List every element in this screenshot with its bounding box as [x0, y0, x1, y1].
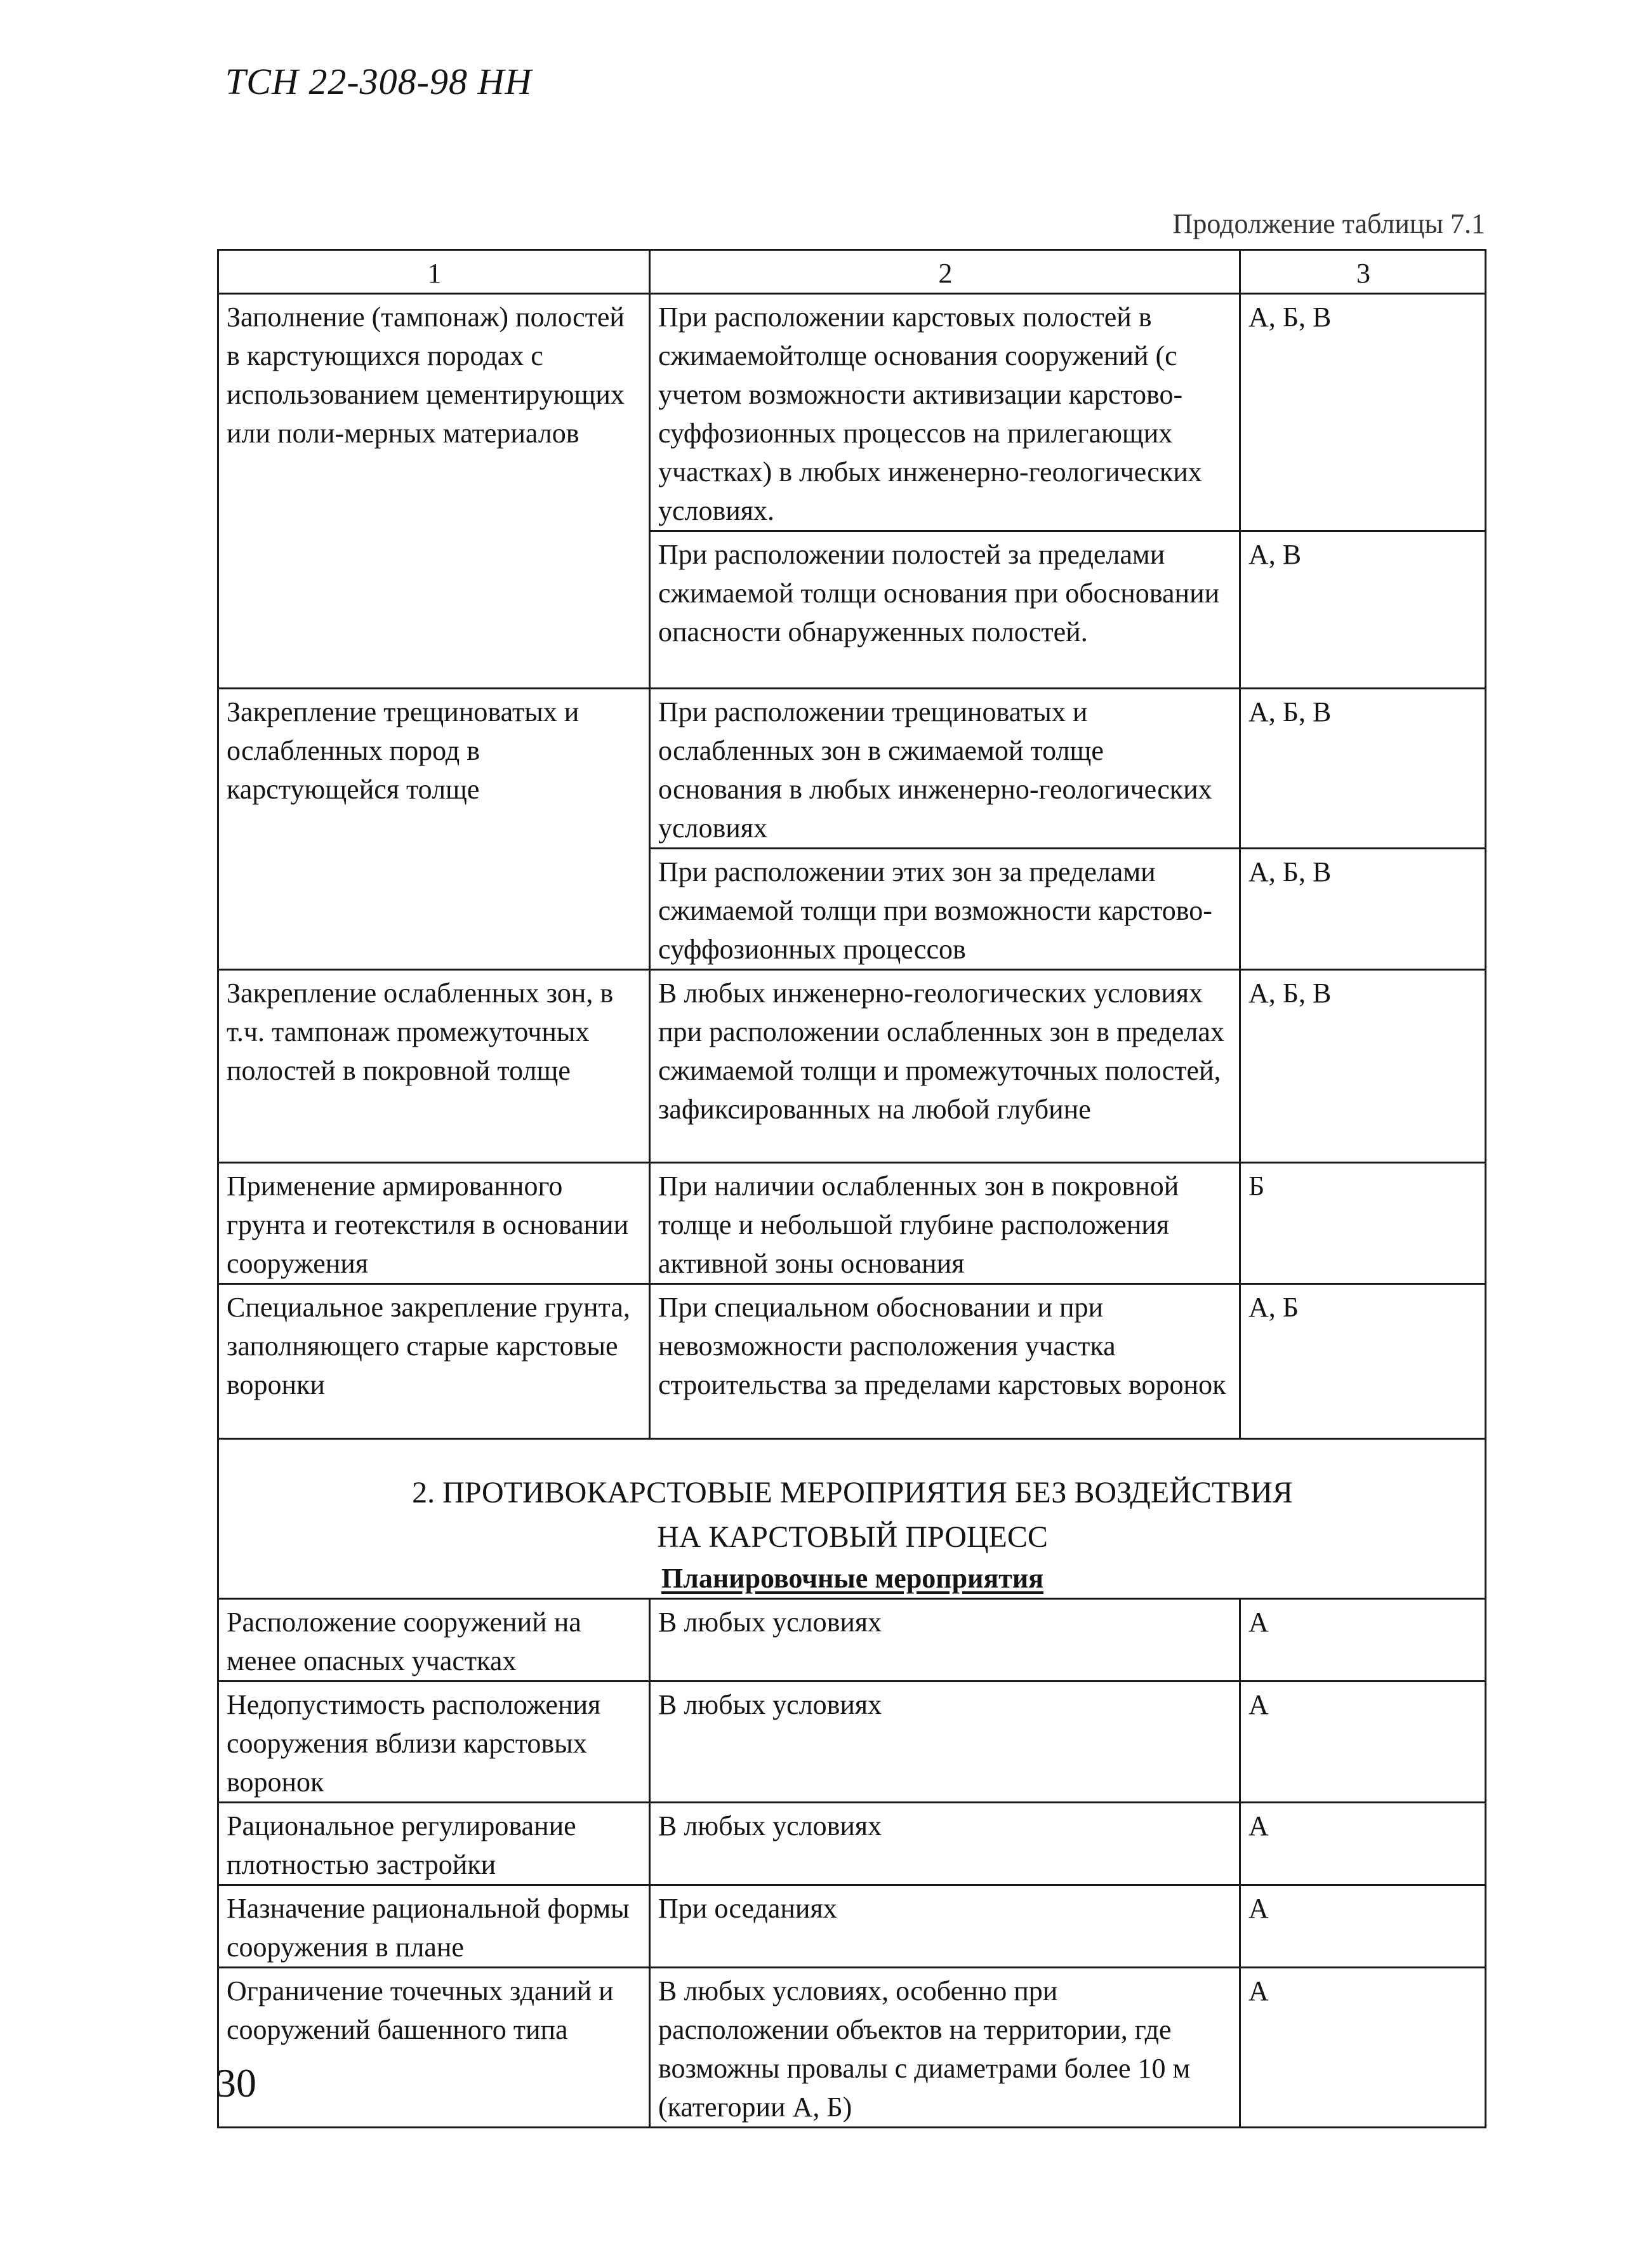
measure-cell: Рациональное регулирование плотностью застройки	[218, 1803, 650, 1885]
table-row	[218, 689, 1486, 849]
condition-cell: При наличии ослабленных зон в покровной толще и небольшой глубине расположения активной зоны основания	[650, 1163, 1240, 1284]
condition-cell: В любых условиях	[650, 1599, 1240, 1681]
table-row	[218, 1163, 1486, 1284]
measure-cell: Заполнение (тампонаж) полостей в карстующихся породах с использованием цементирующих или поли-мерных материалов	[218, 294, 650, 689]
category-cell: А	[1240, 1803, 1486, 1885]
column-number-row	[218, 250, 1486, 294]
category-cell: А, Б	[1240, 1284, 1486, 1439]
measure-cell: Применение армированного грунта и геотекстиля в основании сооружения	[218, 1163, 650, 1284]
column-number-2: 2	[650, 250, 1240, 294]
category-cell: А	[1240, 1968, 1486, 2128]
condition-cell: При специальном обосновании и при невозможности расположения участка строительства за пределами карстовых воронок	[650, 1284, 1240, 1439]
table-row	[218, 1968, 1486, 2128]
section-title	[227, 1443, 1478, 1560]
measure-cell: Закрепление ослабленных зон, в т.ч. тампонаж промежуточных полостей в покровной толще	[218, 970, 650, 1163]
document-code: ТСН 22-308-98 НН	[225, 61, 533, 102]
category-cell: А, Б, В	[1240, 970, 1486, 1163]
measure-cell: Специальное закрепление грунта, заполняющего старые карстовые воронки	[218, 1284, 650, 1439]
page-number: 30	[216, 2060, 256, 2106]
section-heading-row	[218, 1439, 1486, 1599]
section-title-line-1: 2. ПРОТИВОКАРСТОВЫЕ МЕРОПРИЯТИЯ БЕЗ ВОЗДЕЙСТВИЯ	[412, 1476, 1293, 1509]
condition-cell: При расположении трещиноватых и ослабленных зон в сжимаемой толще основания в любых инженерно-геологических условиях	[650, 689, 1240, 849]
condition-cell: При расположении этих зон за пределами сжимаемой толщи при возможности карстово-суффозионных процессов	[650, 849, 1240, 970]
category-cell: А	[1240, 1681, 1486, 1803]
condition-cell: В любых инженерно-геологических условиях при расположении ослабленных зон в пределах сжимаемой толщи и промежуточных полостей, зафиксированных на любой глубине	[650, 970, 1240, 1163]
column-number-3: 3	[1240, 250, 1486, 294]
measure-cell: Назначение рациональной формы сооружения в плане	[218, 1885, 650, 1968]
measure-cell: Ограничение точечных зданий и сооружений башенного типа	[218, 1968, 650, 2128]
table-row	[218, 1599, 1486, 1681]
section-title-line-2: НА КАРСТОВЫЙ ПРОЦЕСС	[657, 1520, 1048, 1554]
measures-table	[217, 249, 1486, 2128]
condition-cell: В любых условиях	[650, 1681, 1240, 1803]
table-continuation-label: Продолжение таблицы 7.1	[1172, 208, 1485, 239]
table-row	[218, 1803, 1486, 1885]
condition-cell: При оседаниях	[650, 1885, 1240, 1968]
category-cell: А	[1240, 1599, 1486, 1681]
table-row	[218, 1681, 1486, 1803]
condition-cell: При расположении полостей за пределами сжимаемой толщи основания при обосновании опасности обнаруженных полостей.	[650, 531, 1240, 689]
table-row	[218, 1284, 1486, 1439]
measure-cell: Расположение сооружений на менее опасных участках	[218, 1599, 650, 1681]
table-row	[218, 970, 1486, 1163]
category-cell: А, Б, В	[1240, 849, 1486, 970]
category-cell: А	[1240, 1885, 1486, 1968]
table-row	[218, 294, 1486, 531]
condition-cell: В любых условиях	[650, 1803, 1240, 1885]
category-cell: А, Б, В	[1240, 689, 1486, 849]
category-cell: А, Б, В	[1240, 294, 1486, 531]
column-number-1: 1	[218, 250, 650, 294]
condition-cell: При расположении карстовых полостей в сжимаемойтолще основания сооружений (с учетом возможности активизации карстово-суффозионных процессов на прилегающих участках) в любых инженерно-геологических условиях.	[650, 294, 1240, 531]
table-row	[218, 1885, 1486, 1968]
condition-cell: В любых условиях, особенно при расположении объектов на территории, где возможны провалы с диаметрами более 10 м (категории А, Б)	[650, 1968, 1240, 2128]
category-cell: А, В	[1240, 531, 1486, 689]
measure-cell: Недопустимость расположения сооружения вблизи карстовых воронок	[218, 1681, 650, 1803]
category-cell: Б	[1240, 1163, 1486, 1284]
measure-cell: Закрепление трещиноватых и ослабленных пород в карстующейся толще	[218, 689, 650, 970]
subsection-title: Планировочные мероприятия	[661, 1563, 1044, 1594]
section-heading-cell	[218, 1439, 1486, 1599]
